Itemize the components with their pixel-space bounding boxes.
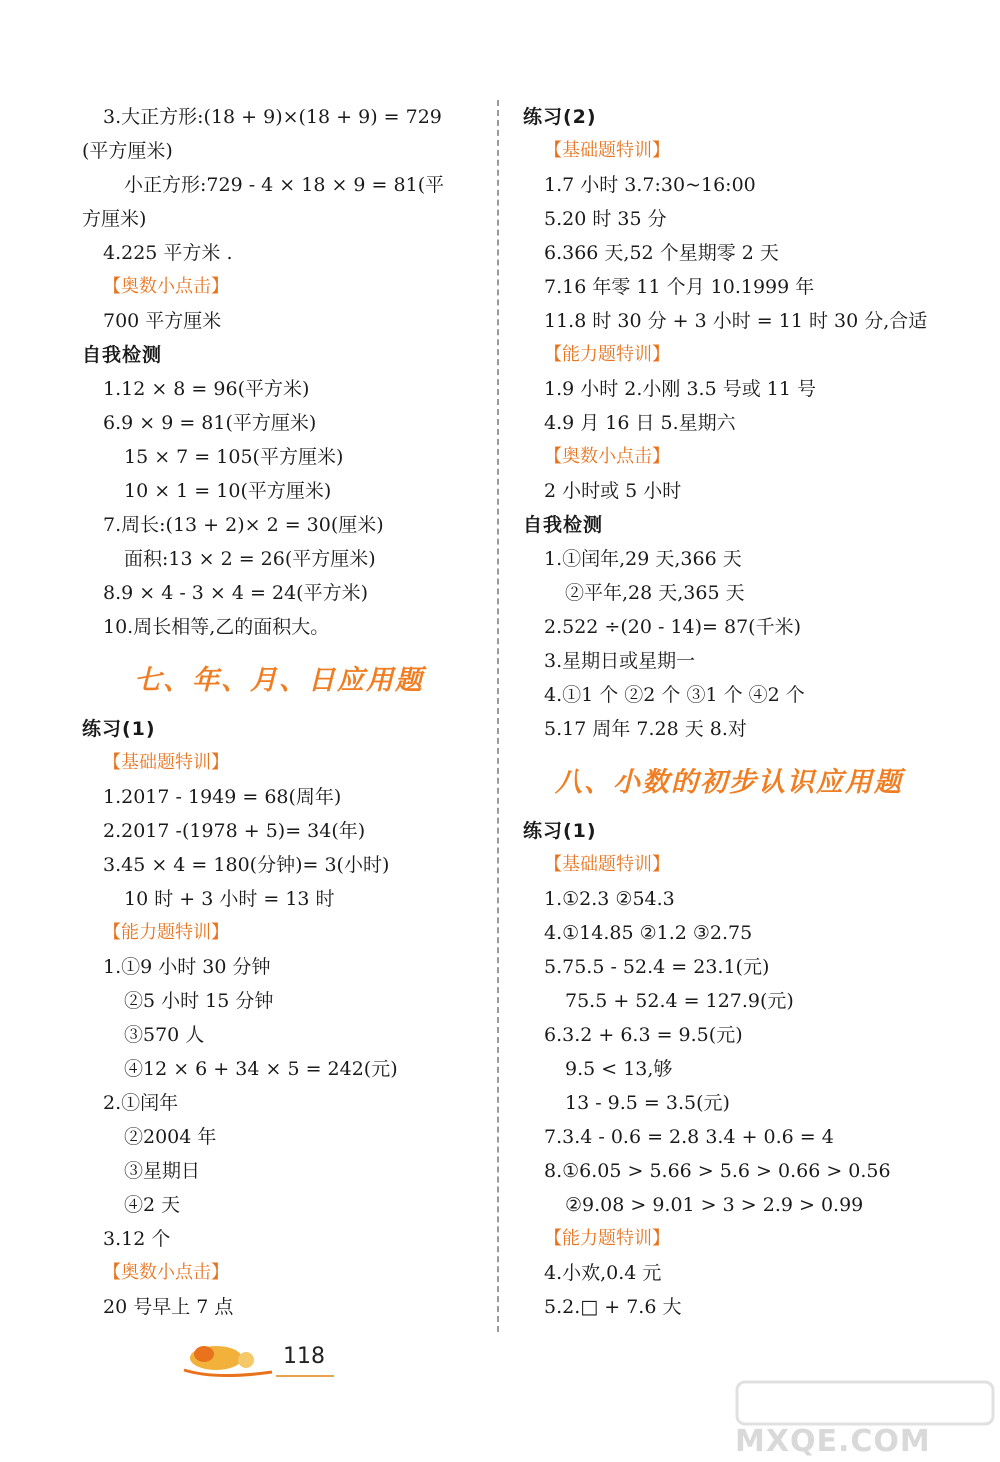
answer-line: 13 - 9.5 = 3.5(元) (565, 1092, 730, 1114)
answer-line: 1.7 小时 3.7:30~16:00 (544, 174, 756, 196)
answer-line: 3.45 × 4 = 180(分钟)= 3(小时) (103, 854, 390, 876)
subsection-label: 【基础题特训】 (544, 140, 670, 161)
answer-line: 1.2017 - 1949 = 68(周年) (103, 786, 342, 808)
section-heading: 自我检测 (82, 344, 163, 366)
answer-line: 3.12 个 (103, 1228, 171, 1250)
answer-line: 6.3.2 + 6.3 = 9.5(元) (544, 1024, 743, 1046)
answer-line: 9.5 < 13,够 (565, 1058, 673, 1080)
answer-line: ②9.08 > 9.01 > 3 > 2.9 > 0.99 (565, 1194, 864, 1216)
column-divider (497, 100, 499, 1332)
answer-line: 75.5 + 52.4 = 127.9(元) (565, 990, 794, 1012)
answer-line: 11.8 时 30 分 + 3 小时 = 11 时 30 分,合适 (544, 310, 928, 332)
answer-line: 1.9 小时 2.小刚 3.5 号或 11 号 (544, 378, 816, 400)
answer-line: 4.①14.85 ②1.2 ③2.75 (544, 922, 753, 944)
subsection-label: 【奥数小点击】 (544, 446, 670, 467)
watermark-url: MXQE.COM (735, 1424, 931, 1459)
answer-line: 6.366 天,52 个星期零 2 天 (544, 242, 779, 264)
answer-line: 7.3.4 - 0.6 = 2.8 3.4 + 0.6 = 4 (544, 1126, 834, 1148)
subsection-label: 【奥数小点击】 (103, 1262, 229, 1283)
answer-line: 6.9 × 9 = 81(平方厘米) (103, 412, 317, 434)
answer-line: (平方厘米) (82, 140, 173, 162)
subsection-label: 【基础题特训】 (103, 752, 229, 773)
answer-line: 7.周长:(13 + 2)× 2 = 30(厘米) (103, 514, 384, 536)
subsection-label: 【奥数小点击】 (103, 276, 229, 297)
answer-line: ②5 小时 15 分钟 (124, 990, 274, 1012)
answer-line: 1.①9 小时 30 分钟 (103, 956, 271, 978)
watermark-logo (735, 1378, 995, 1428)
answer-line: 方厘米) (82, 208, 147, 230)
answer-line: 8.①6.05 > 5.66 > 5.6 > 0.66 > 0.56 (544, 1160, 891, 1182)
watermark (735, 1378, 995, 1458)
answer-line: 4.9 月 16 日 5.星期六 (544, 412, 736, 434)
answer-line: 8.9 × 4 - 3 × 4 = 24(平方米) (103, 582, 368, 604)
answer-line: 4.①1 个 ②2 个 ③1 个 ④2 个 (544, 684, 805, 706)
answer-line: 3.大正方形:(18 + 9)×(18 + 9) = 729 (103, 106, 442, 128)
answer-line: ④2 天 (124, 1194, 181, 1216)
answer-line: 10 × 1 = 10(平方厘米) (124, 480, 332, 502)
subsection-label: 【能力题特训】 (544, 1228, 670, 1249)
answer-line: 5.2.□ + 7.6 大 (544, 1296, 682, 1318)
answer-line: 20 号早上 7 点 (103, 1296, 234, 1318)
subsection-label: 【基础题特训】 (544, 854, 670, 875)
section-heading: 练习(1) (523, 820, 597, 842)
answer-line: 小正方形:729 - 4 × 18 × 9 = 81(平 (124, 174, 445, 196)
subsection-label: 【能力题特训】 (544, 344, 670, 365)
answer-line: 5.17 周年 7.28 天 8.对 (544, 718, 747, 740)
answer-line: 7.16 年零 11 个月 10.1999 年 (544, 276, 815, 298)
right-column (523, 100, 933, 1324)
section-heading: 练习(1) (82, 718, 156, 740)
answer-line: ②2004 年 (124, 1126, 217, 1148)
subsection-label: 【能力题特训】 (103, 922, 229, 943)
left-column (82, 100, 487, 1324)
answer-line: 10 时 + 3 小时 = 13 时 (124, 888, 335, 910)
answer-line: 2.522 ÷(20 - 14)= 87(千米) (544, 616, 801, 638)
answer-line: 2.2017 -(1978 + 5)= 34(年) (103, 820, 366, 842)
answer-line: 1.①2.3 ②54.3 (544, 888, 675, 910)
chapter-heading: 七、年、月、日应用题 (134, 665, 424, 696)
answer-line: 4.225 平方米 . (103, 242, 233, 264)
answer-line: 1.①闰年,29 天,366 天 (544, 548, 742, 570)
answer-line: 2.①闰年 (103, 1092, 179, 1114)
answer-line: 1.12 × 8 = 96(平方米) (103, 378, 310, 400)
section-heading: 自我检测 (523, 514, 604, 536)
answer-line: ④12 × 6 + 34 × 5 = 242(元) (124, 1058, 398, 1080)
answer-line: 15 × 7 = 105(平方厘米) (124, 446, 344, 468)
page-number: 118 (283, 1344, 325, 1369)
section-heading: 练习(2) (523, 106, 597, 128)
answer-line: 700 平方厘米 (103, 310, 222, 332)
answer-line: ②平年,28 天,365 天 (565, 582, 745, 604)
answer-line: 面积:13 × 2 = 26(平方厘米) (124, 548, 376, 570)
answer-line: ③星期日 (124, 1160, 201, 1182)
answer-line: 3.星期日或星期一 (544, 650, 696, 672)
answer-line: 5.75.5 - 52.4 = 23.1(元) (544, 956, 770, 978)
answer-line: 5.20 时 35 分 (544, 208, 667, 230)
answer-line: 4.小欢,0.4 元 (544, 1262, 662, 1284)
answer-line: ③570 人 (124, 1024, 205, 1046)
answer-line: 10.周长相等,乙的面积大。 (103, 616, 330, 638)
answer-line: 2 小时或 5 小时 (544, 480, 682, 502)
chapter-heading: 八、小数的初步认识应用题 (555, 767, 903, 798)
